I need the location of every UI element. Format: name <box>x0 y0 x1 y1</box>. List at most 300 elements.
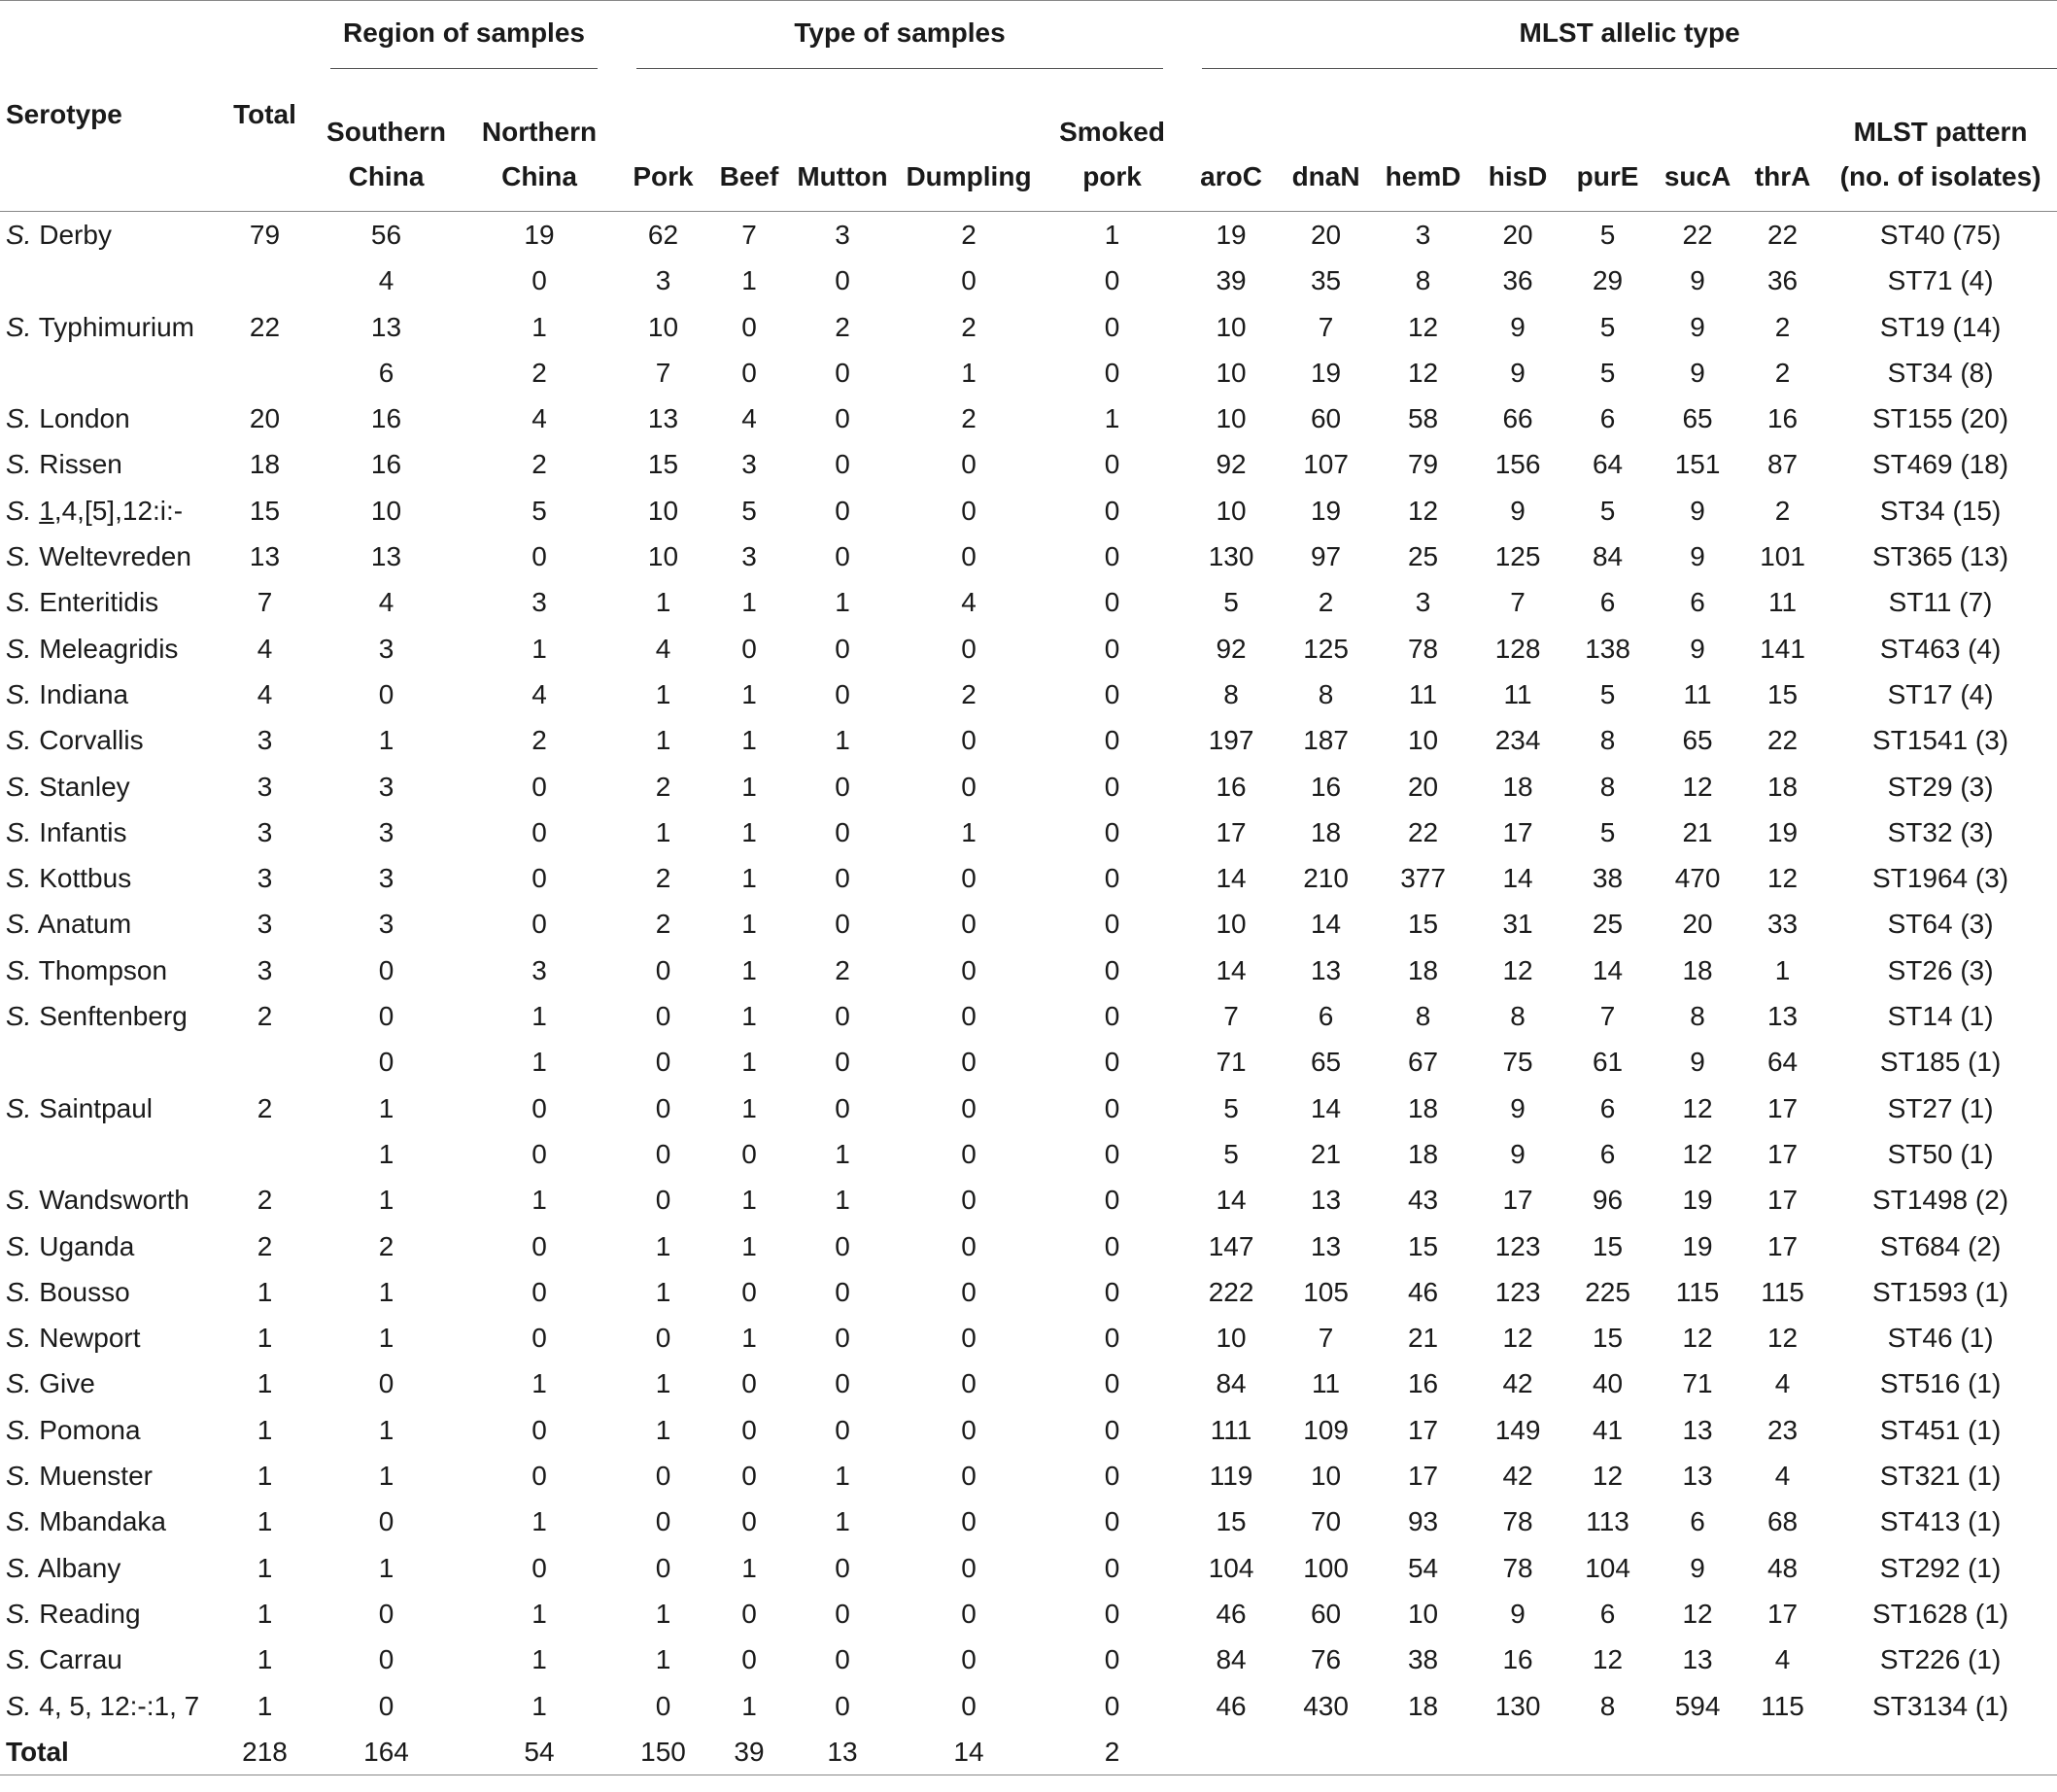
cell-hemd: 38 <box>1407 1644 1439 1675</box>
header-mlst-label: MLST allelic type <box>1202 14 2057 69</box>
cell-northern: 0 <box>531 265 547 296</box>
cell-pure: 15 <box>1592 1230 1624 1261</box>
cell-thra: 33 <box>1766 909 1799 940</box>
cell-total: 1 <box>257 1506 273 1537</box>
cell-mutton: 0 <box>835 633 850 664</box>
cell-northern: 1 <box>531 1368 547 1399</box>
cell-pork: 0 <box>655 1690 671 1721</box>
cell-southern: 0 <box>378 1690 394 1721</box>
header-northern-line2: China <box>501 161 577 191</box>
cell-pork: 1 <box>655 678 671 709</box>
cell-dumpling: 2 <box>961 311 977 342</box>
table-row <box>0 1177 2057 1223</box>
cell-serotype-name: Uganda <box>31 1230 135 1261</box>
cell-thra: 12 <box>1766 863 1799 894</box>
cell-southern: 2 <box>378 1230 394 1261</box>
cell-dnan: 100 <box>1303 1552 1349 1583</box>
cell-pork: 15 <box>647 449 679 480</box>
table-row <box>0 1545 2057 1591</box>
cell-mlst-pattern: ST64 (3) <box>1887 909 1994 940</box>
table-row <box>0 1039 2057 1085</box>
cell-suca: 9 <box>1690 311 1705 342</box>
cell-genus: S. <box>6 1276 32 1307</box>
cell-pure: 8 <box>1599 725 1616 756</box>
cell-mutton: 0 <box>835 863 850 894</box>
cell-hemd: 12 <box>1407 357 1439 388</box>
cell-dumpling: 0 <box>961 1598 977 1629</box>
cell-pork: 1 <box>655 1414 671 1445</box>
cell-thra: 22 <box>1766 220 1799 250</box>
cell-northern: 2 <box>531 725 547 756</box>
cell-pork: 1 <box>655 1598 671 1629</box>
cell-mlst-pattern: ST19 (14) <box>1879 311 2002 342</box>
cell-thra: 15 <box>1766 678 1799 709</box>
cell-dumpling: 0 <box>961 1323 977 1354</box>
cell-dnan: 6 <box>1318 1001 1334 1032</box>
cell-pure: 64 <box>1592 449 1624 480</box>
table-row <box>0 717 2057 763</box>
cell-mlst-pattern: ST155 (20) <box>1872 403 2009 434</box>
cell-pure: 8 <box>1599 771 1616 802</box>
cell-beef: 1 <box>741 1185 757 1216</box>
cell-smoked: 0 <box>1104 909 1120 940</box>
cell-pork: 0 <box>655 1506 671 1537</box>
cell-serotype <box>0 717 219 763</box>
cell-hisd: 130 <box>1494 1690 1541 1721</box>
table-row <box>0 396 2057 441</box>
cell-total: 1 <box>257 1323 273 1354</box>
cell-southern: 0 <box>378 1368 394 1399</box>
table-row <box>0 1637 2057 1682</box>
cell-dumpling: 0 <box>961 265 977 296</box>
table-row <box>0 1407 2057 1453</box>
cell-serotype <box>0 1223 219 1269</box>
cell-hemd: 15 <box>1407 1230 1439 1261</box>
cell-northern: 1 <box>531 311 547 342</box>
table-row <box>0 810 2057 855</box>
cell-southern: 56 <box>370 220 402 250</box>
cell-total: 3 <box>257 909 273 940</box>
cell-pure: 14 <box>1592 954 1624 985</box>
cell-mutton: 0 <box>835 816 850 847</box>
cell-dnan: 97 <box>1310 541 1342 572</box>
cell-beef: 1 <box>741 816 757 847</box>
cell-pork: 0 <box>655 1047 671 1078</box>
cell-serotype-name: Meleagridis <box>31 633 179 664</box>
cell-pork: 62 <box>647 220 679 250</box>
cell-beef: 1 <box>741 1047 757 1078</box>
underlined-digit: 1 <box>39 495 54 526</box>
total-dumpling: 14 <box>896 1729 1042 1775</box>
cell-suca: 8 <box>1690 1001 1705 1032</box>
cell-total: 20 <box>249 403 281 434</box>
cell-pork: 0 <box>655 1323 671 1354</box>
cell-total: 1 <box>257 1598 273 1629</box>
cell-aroc: 39 <box>1216 265 1247 296</box>
cell-pork: 0 <box>655 1552 671 1583</box>
cell-dnan: 35 <box>1310 265 1342 296</box>
cell-southern: 13 <box>370 311 402 342</box>
cell-mutton: 0 <box>835 1047 850 1078</box>
cell-hisd: 36 <box>1502 265 1533 296</box>
cell-southern: 4 <box>378 265 394 296</box>
cell-beef: 1 <box>741 1323 757 1354</box>
cell-northern: 1 <box>531 1001 547 1032</box>
cell-thra: 17 <box>1766 1092 1799 1123</box>
cell-serotype-name: Derby <box>31 220 112 250</box>
cell-serotype-name: Albany <box>31 1552 121 1583</box>
cell-hisd: 9 <box>1510 1598 1526 1629</box>
cell-genus: S. <box>6 771 32 802</box>
cell-mutton: 0 <box>835 495 850 526</box>
cell-smoked: 0 <box>1104 954 1120 985</box>
cell-pure: 12 <box>1592 1461 1624 1492</box>
cell-genus: S. <box>6 816 32 847</box>
cell-mlst-pattern: ST1541 (3) <box>1872 725 2009 756</box>
header-region-label: Region of samples <box>330 14 598 69</box>
cell-serotype <box>0 396 219 441</box>
cell-beef: 1 <box>741 725 757 756</box>
header-dumpling: Dumpling <box>906 161 1032 191</box>
cell-serotype <box>0 534 219 579</box>
cell-thra: 22 <box>1766 725 1799 756</box>
cell-southern: 1 <box>378 1276 394 1307</box>
cell-smoked: 0 <box>1104 357 1120 388</box>
cell-total: 1 <box>257 1414 273 1445</box>
cell-mutton: 0 <box>835 1690 850 1721</box>
cell-pork: 1 <box>655 1644 671 1675</box>
cell-southern: 4 <box>378 587 394 618</box>
cell-southern: 10 <box>370 495 402 526</box>
cell-serotype <box>0 810 219 855</box>
cell-total: 3 <box>257 816 273 847</box>
cell-total <box>219 1131 311 1177</box>
cell-beef: 0 <box>741 1506 757 1537</box>
cell-thra: 17 <box>1766 1230 1799 1261</box>
cell-dumpling: 0 <box>961 909 977 940</box>
cell-total: 3 <box>257 771 273 802</box>
table-row <box>0 1683 2057 1729</box>
cell-smoked: 0 <box>1104 1644 1120 1675</box>
cell-pork: 1 <box>655 1276 671 1307</box>
cell-serotype-name: Bousso <box>31 1276 130 1307</box>
cell-aroc: 92 <box>1216 633 1247 664</box>
cell-mutton: 0 <box>835 1598 850 1629</box>
cell-dnan: 13 <box>1310 954 1342 985</box>
cell-hemd: 25 <box>1407 541 1439 572</box>
cell-total: 1 <box>257 1461 273 1492</box>
cell-pure: 6 <box>1599 1138 1616 1169</box>
cell-pork: 0 <box>655 1185 671 1216</box>
cell-hemd: 8 <box>1415 265 1431 296</box>
cell-southern: 1 <box>378 1414 394 1445</box>
cell-northern: 0 <box>531 816 547 847</box>
cell-aroc: 46 <box>1216 1598 1247 1629</box>
cell-serotype-name: Saintpaul <box>31 1092 154 1123</box>
cell-pure: 5 <box>1599 311 1616 342</box>
cell-southern: 1 <box>378 1552 394 1583</box>
cell-suca: 22 <box>1682 220 1713 250</box>
cell-serotype-name: Mbandaka <box>31 1506 167 1537</box>
cell-serotype <box>0 1407 219 1453</box>
total-southern: 164 <box>311 1729 462 1775</box>
cell-mlst-pattern: ST46 (1) <box>1887 1323 1994 1354</box>
cell-pure: 104 <box>1585 1552 1630 1583</box>
total-row <box>0 1729 2057 1775</box>
cell-total: 4 <box>257 678 273 709</box>
cell-hisd: 78 <box>1502 1552 1533 1583</box>
cell-total: 1 <box>257 1552 273 1583</box>
header-type-group <box>617 1 1183 82</box>
cell-genus: S. <box>6 541 32 572</box>
cell-smoked: 0 <box>1104 1138 1120 1169</box>
cell-southern: 0 <box>378 1047 394 1078</box>
cell-beef: 1 <box>741 265 757 296</box>
cell-genus: S. <box>6 863 32 894</box>
cell-beef: 1 <box>741 771 757 802</box>
cell-dnan: 13 <box>1310 1185 1342 1216</box>
header-hemd: hemD <box>1385 161 1461 191</box>
header-pattern-line2: (no. of isolates) <box>1839 161 2041 191</box>
total-label: Total <box>0 1729 219 1775</box>
cell-pure: 12 <box>1592 1644 1624 1675</box>
table-row <box>0 1269 2057 1315</box>
cell-hisd: 123 <box>1494 1230 1541 1261</box>
cell-smoked: 0 <box>1104 1598 1120 1629</box>
cell-serotype <box>0 1131 219 1177</box>
cell-suca: 594 <box>1674 1690 1721 1721</box>
cell-aroc: 10 <box>1216 357 1247 388</box>
cell-thra: 12 <box>1766 1323 1799 1354</box>
cell-northern: 5 <box>531 495 547 526</box>
cell-hemd: 54 <box>1407 1552 1439 1583</box>
cell-aroc: 10 <box>1216 495 1247 526</box>
cell-hisd: 42 <box>1502 1461 1533 1492</box>
cell-pure: 38 <box>1592 863 1624 894</box>
cell-serotype-name: Indiana <box>31 678 129 709</box>
cell-beef: 0 <box>741 1461 757 1492</box>
cell-thra: 64 <box>1766 1047 1799 1078</box>
cell-dumpling: 0 <box>961 1461 977 1492</box>
cell-smoked: 0 <box>1104 1506 1120 1537</box>
cell-hisd: 8 <box>1510 1001 1526 1032</box>
cell-genus: S. <box>6 311 32 342</box>
cell-hemd: 10 <box>1407 725 1439 756</box>
cell-suca: 12 <box>1682 1323 1713 1354</box>
cell-pure: 5 <box>1599 220 1616 250</box>
cell-dumpling: 1 <box>961 357 977 388</box>
cell-southern: 0 <box>378 678 394 709</box>
table-row <box>0 1453 2057 1499</box>
table-row <box>0 1086 2057 1131</box>
total-mutton: 13 <box>789 1729 896 1775</box>
cell-serotype-name: Rissen <box>31 449 122 480</box>
cell-mlst-pattern: ST34 (15) <box>1879 495 2002 526</box>
cell-suca: 21 <box>1682 816 1713 847</box>
cell-mutton: 0 <box>835 1092 850 1123</box>
table-row <box>0 304 2057 350</box>
cell-southern: 1 <box>378 725 394 756</box>
cell-serotype <box>0 258 219 303</box>
cell-thra: 11 <box>1768 587 1798 618</box>
cell-pork: 7 <box>655 357 671 388</box>
cell-mlst-pattern: ST684 (2) <box>1879 1230 2002 1261</box>
cell-hisd: 42 <box>1502 1368 1533 1399</box>
cell-hemd: 377 <box>1400 863 1446 894</box>
cell-hisd: 9 <box>1510 495 1526 526</box>
cell-serotype <box>0 948 219 993</box>
cell-mutton: 0 <box>835 771 850 802</box>
cell-suca: 9 <box>1690 633 1705 664</box>
cell-thra: 17 <box>1766 1598 1799 1629</box>
cell-thra: 23 <box>1766 1414 1799 1445</box>
cell-thra: 4 <box>1774 1644 1791 1675</box>
cell-southern: 1 <box>378 1138 394 1169</box>
cell-aroc: 119 <box>1209 1461 1253 1492</box>
cell-suca: 9 <box>1690 495 1705 526</box>
cell-genus: S. <box>6 1644 32 1675</box>
cell-genus: S. <box>6 1461 32 1492</box>
cell-aroc: 10 <box>1216 311 1247 342</box>
cell-serotype <box>0 1315 219 1361</box>
cell-mutton: 0 <box>835 678 850 709</box>
cell-total: 7 <box>257 587 273 618</box>
cell-thra: 2 <box>1774 495 1791 526</box>
cell-pork: 2 <box>655 909 671 940</box>
cell-mlst-pattern: ST413 (1) <box>1879 1506 2002 1537</box>
cell-hemd: 12 <box>1407 311 1439 342</box>
cell-aroc: 111 <box>1210 1414 1252 1445</box>
cell-northern: 0 <box>531 541 547 572</box>
cell-thra: 17 <box>1766 1138 1799 1169</box>
header-serotype: Serotype <box>6 99 122 129</box>
cell-suca: 151 <box>1674 449 1721 480</box>
cell-aroc: 147 <box>1208 1230 1254 1261</box>
cell-dumpling: 2 <box>961 220 977 250</box>
cell-aroc: 14 <box>1216 863 1247 894</box>
cell-smoked: 0 <box>1104 816 1120 847</box>
cell-serotype <box>0 441 219 487</box>
cell-dumpling: 0 <box>961 1368 977 1399</box>
cell-pure: 5 <box>1599 495 1616 526</box>
cell-pork: 0 <box>655 1001 671 1032</box>
table-row <box>0 441 2057 487</box>
header-pattern-line1: MLST pattern <box>1853 117 2028 147</box>
cell-genus: S. <box>6 1368 32 1399</box>
cell-serotype-name: 4, 5, 12:-:1, 7 <box>31 1690 200 1721</box>
cell-smoked: 0 <box>1104 725 1120 756</box>
cell-serotype-name: Muenster <box>31 1461 153 1492</box>
header-southern-line2: China <box>348 161 425 191</box>
cell-thra: 68 <box>1766 1506 1799 1537</box>
total-empty <box>1741 1729 1824 1775</box>
cell-genus: S. <box>6 1598 32 1629</box>
cell-pork: 1 <box>655 725 671 756</box>
cell-aroc: 71 <box>1216 1047 1247 1078</box>
total-beef: 39 <box>709 1729 789 1775</box>
cell-smoked: 0 <box>1104 1092 1120 1123</box>
header-region-group <box>311 1 617 82</box>
cell-mutton: 1 <box>835 1185 850 1216</box>
cell-pork: 1 <box>655 1368 671 1399</box>
header-beef: Beef <box>719 161 779 191</box>
cell-hemd: 11 <box>1409 678 1438 709</box>
cell-genus: S. <box>6 1414 32 1445</box>
cell-pure: 225 <box>1585 1276 1630 1307</box>
cell-hisd: 17 <box>1502 816 1533 847</box>
cell-northern: 19 <box>524 220 555 250</box>
cell-serotype-name: 1,4,[5],12:i:- <box>39 495 184 526</box>
cell-total: 15 <box>249 495 281 526</box>
cell-suca: 115 <box>1675 1276 1720 1307</box>
cell-smoked: 0 <box>1104 678 1120 709</box>
cell-northern: 1 <box>531 1047 547 1078</box>
header-southern-line1: Southern <box>326 117 446 147</box>
cell-serotype <box>0 672 219 717</box>
cell-suca: 13 <box>1682 1414 1713 1445</box>
cell-smoked: 0 <box>1104 449 1120 480</box>
table-row <box>0 258 2057 303</box>
cell-hemd: 20 <box>1407 771 1439 802</box>
cell-aroc: 10 <box>1216 1323 1247 1354</box>
cell-dnan: 16 <box>1310 771 1342 802</box>
cell-hisd: 66 <box>1502 403 1533 434</box>
cell-pork: 13 <box>647 403 679 434</box>
cell-serotype-name: London <box>31 403 130 434</box>
cell-mutton: 1 <box>835 725 850 756</box>
table-row <box>0 1499 2057 1544</box>
table-row <box>0 1131 2057 1177</box>
header-total: Total <box>233 99 296 129</box>
cell-dnan: 105 <box>1303 1276 1349 1307</box>
cell-mlst-pattern: ST27 (1) <box>1887 1092 1994 1123</box>
cell-thra: 1 <box>1774 954 1791 985</box>
table-header <box>0 1 2057 212</box>
cell-northern: 2 <box>531 449 547 480</box>
cell-smoked: 0 <box>1104 863 1120 894</box>
cell-northern: 0 <box>531 863 547 894</box>
cell-hisd: 12 <box>1502 954 1533 985</box>
cell-northern: 0 <box>531 1461 547 1492</box>
cell-southern: 13 <box>370 541 402 572</box>
cell-hisd: 149 <box>1494 1414 1541 1445</box>
cell-serotype <box>0 579 219 625</box>
cell-pure: 41 <box>1592 1414 1624 1445</box>
cell-total: 1 <box>257 1368 273 1399</box>
cell-hisd: 75 <box>1502 1047 1533 1078</box>
cell-mutton: 0 <box>835 265 850 296</box>
cell-pork: 0 <box>655 954 671 985</box>
cell-pork: 1 <box>655 1230 671 1261</box>
cell-thra: 4 <box>1774 1368 1791 1399</box>
cell-hemd: 8 <box>1415 1001 1431 1032</box>
table-row <box>0 672 2057 717</box>
cell-hisd: 128 <box>1494 633 1541 664</box>
cell-dumpling: 0 <box>961 1092 977 1123</box>
cell-pure: 5 <box>1599 357 1616 388</box>
cell-southern: 16 <box>370 449 402 480</box>
header-dnan: dnaN <box>1291 161 1360 191</box>
cell-pure: 61 <box>1592 1047 1624 1078</box>
cell-mutton: 0 <box>835 1552 850 1583</box>
cell-pork: 10 <box>647 495 679 526</box>
cell-total: 3 <box>257 863 273 894</box>
cell-dnan: 14 <box>1310 909 1342 940</box>
cell-serotype <box>0 1086 219 1131</box>
total-empty <box>1280 1729 1372 1775</box>
table-body <box>0 212 2057 1775</box>
cell-thra: 36 <box>1766 265 1799 296</box>
